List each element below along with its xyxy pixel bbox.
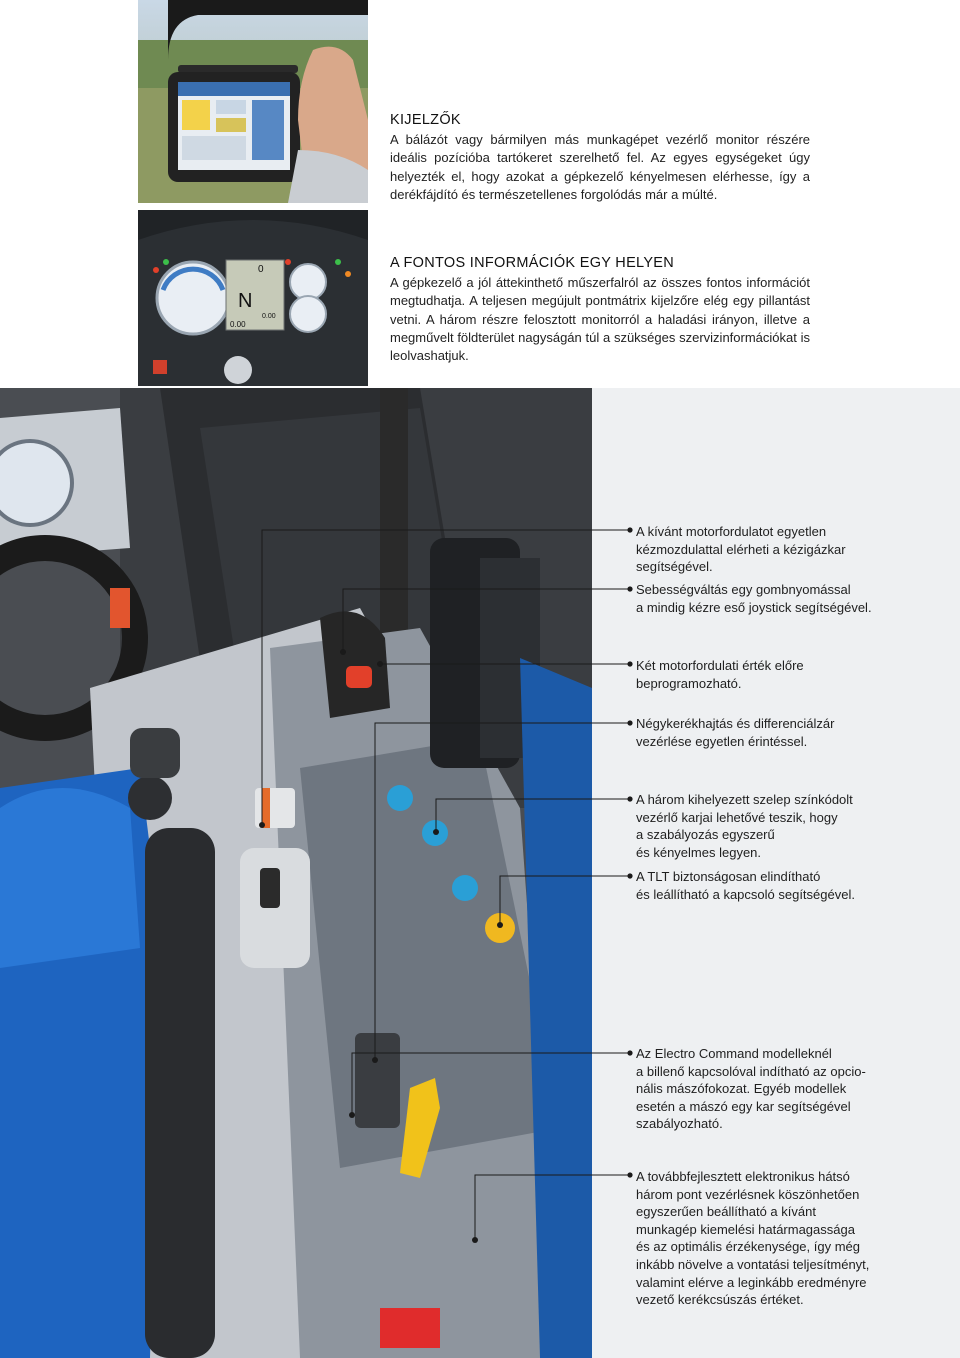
dashboard-photo [138, 210, 368, 386]
section-kijelzok [390, 112, 810, 204]
callout-hand-throttle: A kívánt motorfordulatot egyetlen kézmozdulattal elérheti a kézigázkar segítségével. [636, 524, 846, 575]
bottom-readout: 0.00 [230, 320, 246, 329]
top-readout: 0 [258, 264, 264, 275]
callout-rear-hitch-control: A továbbfejlesztett elektronikus hátsó három pont vezérlésnek köszönhetően egyszerűen beállítható a kívánt munkagép kiemelési határmagassága és az optimális érzékenysége, így még inkább növelve a vontatási teljesítményt, valamint elérve a leginkább eredményre vezető kerékcsúszás értéket. [636, 1169, 870, 1308]
small-readout: 0.00 [262, 313, 276, 320]
callout-joystick-gear-shift: Sebességváltás egy gombnyomással a mindig kézre eső joystick segítségével. [636, 582, 872, 615]
callout-creeper: Az Electro Command modelleknél a billenő kapcsolóval indítható az opcio- nális mászófokozat. Egyéb modellek esetén a mászó egy kar segítségével szabályozható. [636, 1046, 866, 1132]
monitor-photo [138, 0, 368, 203]
section-body: A bálázót vagy bármilyen más munkagépet vezérlő monitor részére ideális pozícióba tartókeret szerelhető fel. Az egyes egységeket úgy helyezték el, hogy azokat a gépkezelő kényelmesen elérhesse, így a derékfájdító és természetellenes forgolódás már a múlté. [390, 132, 810, 202]
callout-pto-switch: A TLT biztonságosan elindítható és leállítható a kapcsoló segítségével. [636, 869, 855, 902]
section-title: KIJELZŐK [390, 112, 461, 128]
callout-remote-valves: A három kihelyezett szelep színkódolt vezérlő karjai lehetővé teszik, hogy a szabályozás egyszerű és kényelmes legyen. [636, 792, 853, 860]
section-title: A FONTOS INFORMÁCIÓK EGY HELYEN [390, 255, 675, 271]
callout-engine-speed-memory: Két motorfordulati érték előre beprogramozható. [636, 658, 804, 691]
section-body: A gépkezelő a jól áttekinthető műszerfalról az összes fontos információt megtudhatja. A teljesen megújult pontmátrix kijelzőre elég egy pillantást vetni. A három részre felosztott monitorról a haladási irányon, illetve a megművelt földterület nagyságán túl a szükséges szervizinformációkat is leolvashatjuk. [390, 275, 810, 364]
callout-4wd-diff-lock: Négykerékhajtás és differenciálzár vezérlése egyetlen érintéssel. [636, 716, 835, 749]
gear-readout: N [238, 290, 253, 312]
cab-interior-photo [0, 388, 592, 1358]
section-fontos-informaciok [390, 255, 810, 365]
